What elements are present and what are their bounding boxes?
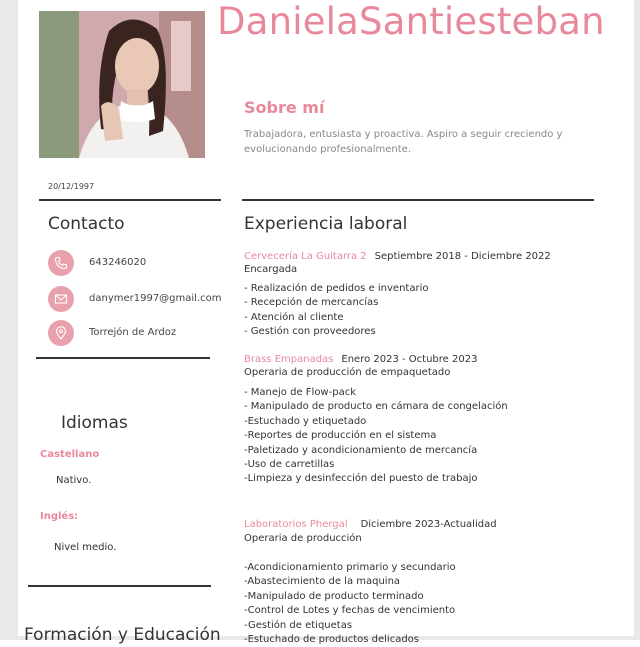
contact-title: Contacto (48, 214, 125, 234)
job-task: -Estuchado y etiquetado (244, 415, 367, 427)
job-task: -Limpieza y desinfección del puesto de trabajo (244, 473, 478, 485)
job-task: - Recepción de mercancías (244, 297, 379, 309)
contact-email (48, 286, 228, 312)
job-task: - Gestión con proveedores (244, 326, 376, 338)
job-task: -Reportes de producción en el sistema (244, 430, 437, 442)
contact-phone-text: 643246020 (89, 257, 147, 268)
contact-location-text: Torrejón de Ardoz (89, 327, 177, 338)
job-task: - Manejo de Flow-pack (244, 387, 356, 398)
about-text: Trabajadora, entusiasta y proactiva. Aspiro a seguir creciendo y evolucionando profesionalmente. (244, 129, 563, 155)
job-task: - Atención al cliente (244, 311, 344, 323)
job-role: Encargada (244, 264, 298, 275)
left-divider-contact (36, 357, 210, 359)
job-company: Cervecería La Guitarra 2 (244, 251, 367, 262)
language-level: Nativo. (56, 475, 92, 486)
job-task: -Manipulado de producto terminado (244, 590, 424, 602)
job-task: -Uso de carretillas (244, 459, 335, 471)
language-name: Castellano (40, 449, 100, 460)
job-dates: Enero 2023 - Octubre 2023 (341, 354, 478, 365)
contact-email-text: danymer1997@gmail.com (89, 293, 222, 304)
language-name: Inglés: (40, 511, 79, 522)
job-task-list (244, 561, 456, 647)
date-of-birth: 20/12/1997 (48, 182, 95, 191)
about-title: Sobre mí (244, 98, 325, 117)
email-icon (48, 286, 74, 312)
education-title: Formación y Educación (24, 625, 221, 645)
job-company: Brass Empanadas (244, 354, 334, 365)
page-edge-left (0, 0, 18, 640)
page-edge-right (634, 0, 640, 640)
job-task-list (244, 282, 428, 340)
job-task: -Acondicionamiento primario y secundario (244, 562, 456, 573)
job-task: -Control de Lotes y fechas de vencimiento (244, 605, 456, 617)
job-task: -Estuchado de productos delicados (244, 634, 420, 646)
contact-phone (48, 250, 228, 276)
job-role: Operaria de producción de empaquetado (244, 367, 451, 378)
phone-icon (48, 250, 74, 276)
job-task: -Paletizado y acondicionamiento de mercancía (244, 444, 478, 456)
job-header (244, 251, 551, 262)
job-task: - Manipulado de producto en cámara de congelación (244, 401, 508, 413)
left-divider-top (39, 199, 221, 201)
job-header (244, 354, 477, 365)
profile-photo (39, 11, 205, 158)
job-task: -Abastecimiento de la maquina (244, 576, 401, 588)
experience-title: Experiencia laboral (244, 214, 408, 234)
job-header (244, 519, 497, 530)
job-task: -Gestión de etiquetas (244, 619, 353, 631)
candidate-name: DanielaSantiesteban (217, 0, 605, 43)
left-divider-languages (28, 585, 211, 587)
job-dates: Septiembre 2018 - Diciembre 2022 (374, 251, 551, 262)
job-task: - Realización de pedidos e inventario (244, 283, 429, 294)
right-divider-top (242, 199, 594, 201)
job-dates: Diciembre 2023-Actualidad (360, 519, 497, 530)
job-company: Laboratorios Phergal (244, 519, 348, 530)
languages-title: Idiomas (61, 413, 128, 433)
job-role: Operaria de producción (244, 533, 362, 544)
job-task-list (244, 386, 508, 487)
language-level: Nivel medio. (54, 542, 117, 553)
contact-location (48, 320, 228, 346)
location-icon (48, 320, 74, 346)
